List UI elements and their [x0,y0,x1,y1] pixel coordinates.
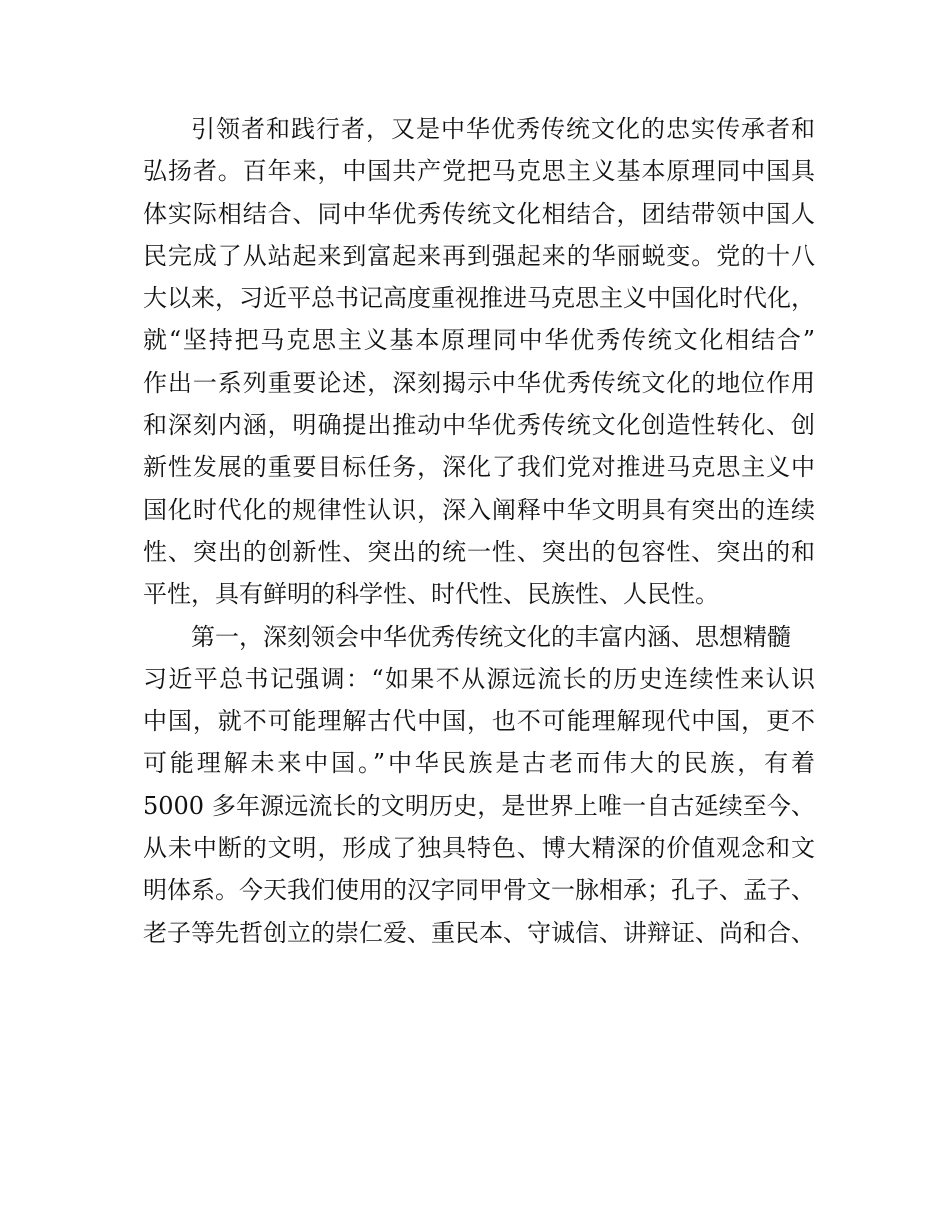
section-heading-line: 第一，深刻领会中华优秀传统文化的丰富内涵、思想精髓 [191,622,791,651]
text-line: 老子等先哲创立的崇仁爱、重民本、守诚信、讲辩证、尚和合、 [143,918,815,947]
text-line: 民完成了从站起来到富起来再到强起来的华丽蜕变。党的十八 [143,241,815,270]
text-line: 平性，具有鲜明的科学性、时代性、民族性、人民性。 [143,580,719,609]
text-line: 就“坚持把马克思主义基本原理同中华优秀传统文化相结合” [143,326,815,355]
text-line: 新性发展的重要目标任务，深化了我们党对推进马克思主义中 [143,453,815,482]
text-line: 体实际相结合、同中华优秀传统文化相结合，团结带领中国人 [143,199,815,228]
text-line: 中国，就不可能理解古代中国，也不可能理解现代中国，更不 [143,707,815,736]
text-line: 作出一系列重要论述，深刻揭示中华优秀传统文化的地位作用 [143,368,815,397]
paragraph-2 [143,616,815,954]
text-line: 大以来，习近平总书记高度重视推进马克思主义中国化时代化， [143,284,815,313]
text-line: 从未中断的文明，形成了独具特色、博大精深的价值观念和文 [143,834,815,863]
paragraph-1 [143,108,815,616]
text-line: 和深刻内涵，明确提出推动中华优秀传统文化创造性转化、创 [143,411,815,440]
text-line: 性、突出的创新性、突出的统一性、突出的包容性、突出的和 [143,537,815,566]
text-line: 5000 多年源远流长的文明历史，是世界上唯一自古延续至今、 [143,791,815,820]
document-body [143,108,815,954]
text-line: 可能理解未来中国。”中华民族是古老而伟大的民族，有着 [143,749,815,778]
text-line: 国化时代化的规律性认识，深入阐释中华文明具有突出的连续 [143,495,815,524]
text-line: 明体系。今天我们使用的汉字同甲骨文一脉相承；孔子、孟子、 [143,876,815,905]
text-line: 引领者和践行者，又是中华优秀传统文化的忠实传承者和 [191,115,815,143]
text-line: 习近平总书记强调：“如果不从源远流长的历史连续性来认识 [143,664,815,693]
text-line: 弘扬者。百年来，中国共产党把马克思主义基本原理同中国具 [143,157,815,186]
